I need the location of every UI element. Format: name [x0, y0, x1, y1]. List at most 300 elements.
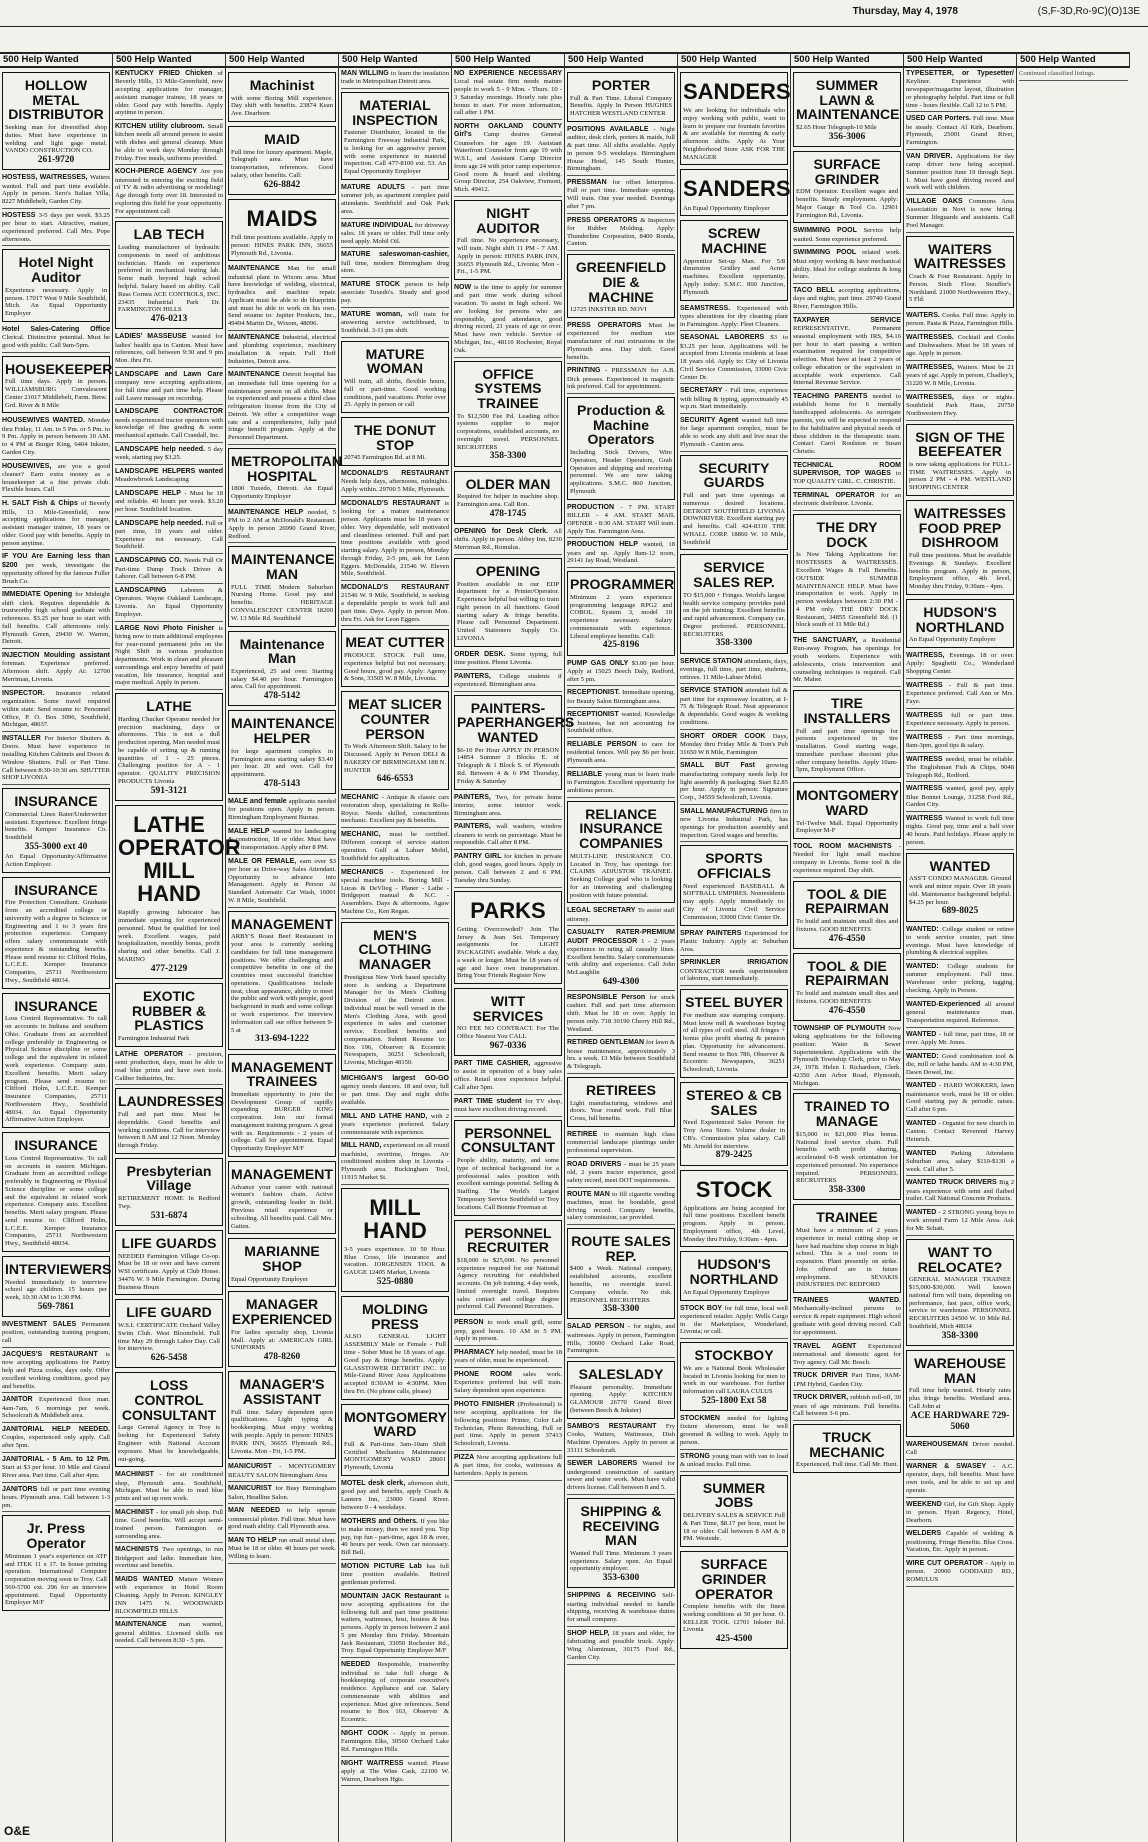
- classified-ad: [567, 1131, 675, 1158]
- ad-title: MATURE saleswoman-cashier,: [341, 251, 449, 259]
- classified-ad: [115, 1546, 223, 1573]
- classified-ad: [341, 311, 449, 338]
- ad-title: TOOL ROOM MACHINISTS: [793, 843, 899, 851]
- ad-headline: SUMMER JOBS: [702, 1479, 766, 1511]
- classified-ad: [341, 1113, 449, 1140]
- ad-body: Cooks. Full time. Apply in person. Pasta & Pizza, Farmington Hills.: [906, 312, 1014, 328]
- display-ad: [228, 1161, 336, 1234]
- classified-ad: [228, 265, 336, 331]
- classified-ad: [680, 762, 788, 804]
- ad-phone: 478-8260: [263, 1352, 301, 1363]
- classified-ad: [341, 1593, 449, 1659]
- ad-phone: 525-1800 Ext 58: [701, 1395, 767, 1406]
- ad-title: LADIES' MASSEUSE: [115, 333, 192, 341]
- ad-title: MALE OR FEMALE,: [228, 857, 300, 865]
- display-ad: [567, 1361, 675, 1419]
- display-ad: [341, 341, 449, 413]
- classified-ad: [680, 1453, 788, 1472]
- ad-body: 3-5 years experience. 10 50 Hour. Blue Cross, life insurance and vacation. JORGENSEN TOOL & GAUGE 12405 Market, Livonia: [344, 1245, 446, 1277]
- ad-title: WANTED: [906, 1119, 939, 1127]
- ad-body: Clerical. Distinctive potential. Must be good with public. Call 9am-5pm.: [2, 334, 110, 349]
- ad-body: - part time summer job, as apartment complex paid attendants. Southfield and Oak Park area.: [341, 183, 450, 215]
- ad-headline: INTERVIEWERS: [5, 1261, 112, 1278]
- ad-body: An Equal Opportunity Employer: [683, 1288, 770, 1296]
- classified-ad: [906, 364, 1014, 391]
- ad-body: Local real estate firm needs mature people to work 5 - 9 Mon. - Thurs. 10 - 3 Saturday mornings. Hourly rate plus bonus to start. For more information, call after 1 PM.: [454, 78, 562, 117]
- ad-body: for offset letterpress. Full or part time. Immediate opening. Will train. One year needed. Evenings after 7 pm.: [567, 179, 676, 210]
- display-ad: [680, 220, 788, 300]
- ad-phone: ACE HARDWARE 729-5060: [910, 1410, 1010, 1432]
- ad-title: VAN DRIVER.: [906, 152, 957, 160]
- ad-headline: TIRE INSTALLERS: [803, 695, 891, 726]
- ad-body: needed to establish home for 6 mentally handicapped adolescents. As surrogate parents, you will be expected to respond to the habilitative and physical needs of these children in the therapeutic team. Contact Carol Roulston or Susan Christie.: [793, 393, 902, 456]
- classified-ad: [228, 798, 336, 825]
- ad-headline: MARIANNE SHOP: [244, 1243, 320, 1274]
- classified-ad: [793, 227, 901, 246]
- ad-phone: 646-6553: [376, 774, 414, 785]
- ad-headline: MAIDS: [246, 205, 318, 231]
- ad-headline: STEREO & CB SALES: [686, 1086, 782, 1118]
- ad-title: SEAMSTRESS.: [680, 304, 737, 312]
- ad-body: An Equal Opportunity Employer: [909, 636, 996, 644]
- classified-ad: [341, 500, 449, 581]
- ad-phone: 313-694-1222: [255, 1034, 309, 1045]
- ad-phone: 358-3300: [828, 1185, 866, 1196]
- ad-body: wanted, 18 years and up. Apply 8am-12 noon, 29141 Jay Road, Westland.: [567, 541, 675, 565]
- classified-ad: [906, 1179, 1014, 1206]
- display-ad: [793, 151, 901, 223]
- classified-ad: [793, 843, 901, 878]
- ad-body: Rapidly growing fabricator has immediate opening for experienced personnel. Must be qualified for tool work. Excellent wages, paid hospitalization, monthly bonus, profit sharing and other benefits. Call J. MARINO: [118, 909, 220, 963]
- ad-headline: MILL HAND: [363, 1194, 427, 1243]
- classified-ad: [567, 126, 675, 176]
- ad-title: WAITRESS,: [906, 651, 950, 659]
- classified-ad: [454, 651, 562, 670]
- ad-body: is now accepting applications for Pantry help and Pizza cooks, days only. Offer excellent working conditions, good pay and benefits.: [2, 1350, 110, 1390]
- section-header: 500 Help Wanted: [791, 52, 904, 68]
- ad-title: KITCHEN utility clubroom.: [115, 123, 208, 131]
- ad-body: Immediate opening, for Beauty Salon Birmingham area.: [567, 689, 676, 705]
- classified-ad: [1019, 70, 1128, 81]
- ad-title: RETIREE: [567, 1130, 604, 1138]
- ad-body: GENERAL MANAGER TRAINEE $15,000-$30,000. Well known national firm will train, depending on performance, fast pace, office work, service to warehouse. PERSONNEL RECRUITERS 24500 W. 10 Mile Rd. Southfield, Mich 48034: [909, 1276, 1011, 1330]
- classified-ad: [115, 490, 223, 517]
- classified-ad: [341, 222, 449, 249]
- ad-title: LANDSCAPE help needed.: [115, 519, 206, 527]
- ad-headline: HUDSON'S NORTHLAND: [915, 603, 1005, 635]
- ad-headline: INSURANCE: [14, 793, 98, 810]
- classified-ad: [793, 1297, 901, 1339]
- ad-body: PRODUCE STOCK Full time, experience helpful but not necessary. Good hours, good pay. Apply: Agemy & Sons, 33505 W. 8 Mile, Livonia.: [344, 652, 446, 683]
- ad-body: Industrial, electrical and plumbing experience, machinery installation & repair. Full Hoff Industries, Detroit area.: [228, 333, 336, 365]
- ad-headline: LIFE GUARDS: [121, 1234, 217, 1251]
- ad-headline: Production & Machine Operators: [577, 402, 665, 448]
- ad-title: WAITRESSES.: [906, 334, 958, 342]
- ad-phone: 626-5458: [150, 1353, 188, 1364]
- ad-body: - Experienced for special machine tools. Boring Mill - Lucas & DeVlieg - Planer - Lathe - Bridgeport manual & N.C. - Assemblers. Days & afternoons. Agaw Machine Co., Ken Regan.: [341, 868, 449, 915]
- ad-title: SHORT ORDER COOK: [680, 732, 773, 740]
- ad-headline: SCREW MACHINE: [701, 225, 767, 256]
- classified-ad: [454, 853, 562, 888]
- display-ad: [341, 1296, 449, 1400]
- ad-headline: INSURANCE: [14, 1137, 98, 1154]
- ad-body: Is Now Taking Applications for: HOSTESSES & WAITRESSES. Excellent Wages & Full Benefits. OUTSIDE SUMMER MAINTENANCE HELP. Must have transportation to work. Apply in person weekdays between 2:30 PM - 4 PM only. THE DRY DOCK Restaurant, 34855 Greenfield Rd. (1 block south of 11 Mile Rd.): [796, 551, 898, 629]
- ad-title: PRESSMAN: [567, 179, 613, 187]
- display-ad: [680, 1342, 788, 1411]
- ad-body: for kitchen in private club, good wages, good hours. Apply in person. Call between 2 and 6 PM. Tuesday thru Sunday.: [454, 853, 563, 884]
- ad-title: LANDSCAPE HELPERS wanted: [115, 467, 223, 475]
- ad-body: Must have a minimum of 2 years experience in metal cutting shop or have had machine shop course in high school. This is a tool room in expansion. Plant presently on strike. Jobs offered are in future employment. SEVAKIS INDUSTRIES INC REDFORD: [796, 1227, 898, 1289]
- display-ad: [454, 988, 562, 1056]
- ad-title: TRUCK DRIVER: [793, 1372, 852, 1380]
- ad-title: MOTEL desk clerk,: [341, 1480, 408, 1487]
- ad-title: MANICURIST: [228, 1485, 276, 1493]
- classified-ad: [115, 557, 223, 584]
- ad-title: LARGE Novi Photo Finisher: [115, 624, 219, 632]
- ad-body: Waiters. Must be 21 years of age. Apply in person, Chadley's, 31220 W. 8 Mile, Livonia.: [906, 363, 1014, 387]
- ad-body: To assist staff attorney.: [567, 907, 675, 923]
- ad-title: HOSTESS, WAITRESSES,: [2, 174, 91, 182]
- ad-body: Including Stick Drivers, Wire Operators, Header Operators, Grab Operators and shipping and receiving personnel. We are now taking applications. S.M.C. 860 Junction, Plymouth: [570, 449, 672, 495]
- ad-body: Service help wanted. Some experience preferred.: [793, 227, 901, 243]
- classified-ad: [906, 682, 1014, 709]
- ad-body: for TV shop, must have excellent driving record.: [454, 1097, 562, 1114]
- ad-headline: SALESLADY: [578, 1366, 664, 1383]
- classified-ad: [115, 123, 223, 165]
- ad-phone: 879-2425: [715, 1150, 753, 1161]
- ad-title: WELDERS: [906, 1530, 947, 1538]
- ad-body: TO $15,000 + Fringes. World's largest health service company provides paid on the job training. Excellent benefits and rapid advancement. Company car. Degree preferred. PERSONNEL RECRUITERS: [683, 591, 785, 638]
- ad-headline: LOSS CONTROL CONSULTANT: [121, 1377, 217, 1423]
- classified-columns: [0, 52, 1148, 1842]
- display-ad: [341, 92, 449, 180]
- ad-body: Leading manufacturer of hydraulic components in need of ambitious technician. Hands on experience preferred in mechanical testing lab. Some math beyond high school helpful. Salary based on ability. Call Russ Cornea ACE CONTROLS, INC. 23435 Industrial Park Dr. FARMINGTON HILLS: [118, 244, 220, 314]
- ad-body: all around general maintenance man. Transportation required. Reference.: [906, 1000, 1014, 1024]
- ad-title: MAIDS WANTED: [115, 1576, 179, 1584]
- ad-body: Complete benefits with the finest working conditions at 50 per hour. O. KELLER TOOL 12701 Inkster Rd. Livonia: [683, 1603, 785, 1634]
- ad-title: PAINTERS,: [454, 793, 496, 801]
- ad-body: An Equal Opportunity Employer: [683, 204, 770, 212]
- ad-body: For medium size stamping company. Must know mill & warehouse buying of all types of coil steel. All fringes + bonus plus profit sharing & pension plan. Opportunity for advancement. Send resume to Box 786, Observer & Eccentric Newspapers, 36251 Schoolcraft, Livonia.: [683, 1011, 785, 1074]
- ad-body: Commercial Lines Rater/Underwriter assistant. Experience. Excellent fringe benefits. Kemper Insurance Co. Southfield: [5, 810, 107, 842]
- ad-headline: SERVICE SALES REP.: [693, 559, 775, 591]
- classified-ad: [793, 492, 901, 511]
- ad-body: for lawn & house maintenance, approximately 3 hrs. a week. 13 Mile between Southfield & Telegraph.: [567, 1039, 675, 1071]
- ad-body: MULTI-LINE INSURANCE CO. Located in Troy, has openings for: CLAIMS ADJUSTOR TRAINEE. Seeking College grad who is looking for an interesting and challenging position with future potential.: [570, 852, 672, 899]
- ad-title: WAITERS.: [906, 312, 943, 320]
- ad-body: attendant full & part time for expressway location, at I-75 & Telegraph Road. Neat appearance & dependable. Good wages & working conditions.: [680, 687, 788, 726]
- classified-ad: [906, 1530, 1014, 1557]
- ad-title: MAINTENANCE: [228, 371, 283, 379]
- classified-ad: [454, 1060, 562, 1095]
- ad-body: (Professional) is now accepting applications for the following positions: Printer, Color Lab Technician, Photo Retouching, Full or part time. Apply in person 37413 Schoolcraft, Livonia.: [454, 1400, 562, 1448]
- classified-ad: [567, 541, 675, 568]
- ad-title: PHOTO FINISHER: [454, 1400, 518, 1408]
- classified-ad: [115, 70, 223, 120]
- ad-phone: 531-6874: [150, 1210, 188, 1221]
- ad-body: Wanted to work full time nights. Good pay, time and a half over 40 hours. Paid holidays. Please apply in person.: [906, 815, 1014, 846]
- ad-body: Two openings, to run Bridgeport and lathe. Immediate hire, overtime and benefits.: [115, 1546, 223, 1570]
- ad-body: is now taking applications for FULL-TIME WAITRESSES. Apply in person 2 PM - 4 PM. WESTLAND SHOPPING CENTER: [909, 460, 1011, 492]
- ad-body: Minimum 2 years experience programming language RPG2 and COBOL. System 3, model 10 experience necessary. Salary commensurate with experience. Liberal employee benefits. Call:: [570, 593, 672, 640]
- ad-title: WAITRESS: [906, 711, 952, 719]
- ad-title: MAINTENANCE HELP: [228, 508, 308, 516]
- ad-body: Full time positions available. Apply in person: HINES PARK INN, 36655 Plymouth Rd., Livonia.: [231, 234, 333, 257]
- display-ad: [567, 1498, 675, 1589]
- ad-title: STOCKMEN: [680, 1415, 728, 1423]
- ad-body: Immediate opportunity to join the Development Group of rapidly expanding BURGER KING corporation. Join our formal management training program. A great with us. Requirements - 2 years of college. Call for appointment. Equal Opportunity Employer M/F: [231, 1090, 333, 1153]
- ad-body: Start at $3 per hour. 10 Mile and Grand River area. Part time. Call after 4pm.: [2, 1464, 110, 1479]
- classified-ad: [454, 123, 562, 197]
- ad-body: Full time for luxury apartment. Maple, Telegraph area. Must have transportation, references. Good salary, other benefits. Call:: [231, 148, 333, 179]
- ad-body: 5 day week, starting pay $3.25.: [115, 445, 224, 462]
- ad-title: OPENING for Desk Clerk.: [454, 528, 554, 536]
- ad-body: Cocktail and Cooks and Dishwashers. Must be 18 years of age. Apply in person.: [906, 334, 1014, 358]
- ad-title: MOTHERS and Others.: [341, 1517, 421, 1525]
- ad-title: LANDSCAPING: [115, 587, 181, 595]
- classified-ad: [793, 1343, 901, 1370]
- classified-ad: [680, 334, 788, 384]
- classified-ad: [906, 756, 1014, 783]
- classified-ad: [454, 794, 562, 821]
- ad-title: INSTALLER: [2, 735, 45, 743]
- ad-body: Loss Control Representative. To call on accounts in eastern Michigan. Graduate from an accredited college preferably in Engineering or Physical Science discipline or some college and the equivalent in related work experience. Company auto. Excellent benefits. Merit salary program. Please send resume to: Clifford Holm, L.C.E.E. Kemper Insurance Companies, 25711 Northwestern Hwy., Southfield 48034.: [5, 1154, 107, 1248]
- ad-body: 1 - 2 years experience in rating all casualty lines. Excellent benefits. Salary commensurate with ability and experience. Call John McLaughlin: [567, 937, 675, 977]
- ad-body: Full & Part-time 3am-10am Shift Certified Mechanics Maintenance MONTGOMERY WARD 28601 Plymouth, Livonia: [344, 1440, 446, 1472]
- ad-title: STRONG: [680, 1452, 713, 1460]
- ad-body: $3 to $3.25 per hour. Applications will be accepted from Livonia residents at least 18 years old. Apply to: City of Livonia Civil Service Commission, 33000 Civic Center Dr.: [680, 334, 789, 381]
- ad-title: NIGHT WAITRESS: [341, 1759, 408, 1767]
- ad-phone: 477-2129: [150, 963, 188, 974]
- classified-ad: [2, 1456, 110, 1483]
- ad-body: man wanted, general abilities. Licensed skills not needed. Call between 8:30 - 5 pm.: [115, 1621, 223, 1645]
- ad-body: & Inspectors for Rubber Molding. Apply: Thunderline Corporation, 8400 Ronda, Canton.: [567, 216, 675, 248]
- ad-phone: 591-3121: [150, 785, 188, 796]
- ad-headline: EXOTIC RUBBER & PLASTICS: [132, 987, 206, 1034]
- ad-body: of Beverly Hills, 13 Mile-Greenfield, now accepting applications for manager, assistant manager trainee, 18 years or older. Good pay with benefits. Apply in person anytime.: [2, 500, 111, 547]
- ad-title: WEEKEND: [906, 1500, 945, 1508]
- classified-ad: [906, 312, 1014, 331]
- ad-title: RELIABLE PERSON: [567, 741, 642, 749]
- ad-body: NEEDED Farmington Village Co-op. Must be 18 or over and have current WSI certificate. Apply at Club House. 34476 W. 9 Mile Farmington. During Business Hours: [118, 1252, 220, 1291]
- ad-headline: TRAINEE: [816, 1209, 878, 1226]
- ad-body: College students if experienced. Birmingham area.: [454, 672, 562, 688]
- ad-headline: MANAGER EXPERIENCED: [231, 1296, 333, 1328]
- ad-title: MILL AND LATHE HAND,: [341, 1112, 431, 1120]
- ad-headline: SURFACE GRINDER: [813, 156, 881, 187]
- classified-column: [1017, 52, 1130, 1842]
- ad-title: MECHANIC,: [341, 831, 390, 839]
- ad-headline: LAB TECH: [133, 226, 205, 243]
- ad-body: Are you interested in entering the exciting field of TV & radio advertising or modeling? Age through forty over 18. Interested in exploring this field for your opportunity. For appointment call: [115, 168, 223, 215]
- ad-title: USED CAR Porters.: [906, 115, 974, 123]
- ad-body: Needed immediately to interview school age children. 15 hours per week, 10:30 AM to 1:30 PM.: [5, 1278, 107, 1302]
- classified-ad: [680, 658, 788, 685]
- classified-ad: [2, 1351, 110, 1393]
- display-ad: [906, 1239, 1014, 1346]
- ad-body: Light manufacturing, windows and doors. Year round work. Full Blue Cross, full benefits.: [570, 1099, 672, 1123]
- classified-ad: [567, 1161, 675, 1188]
- ad-body: wanted for ladies' health spa in Canton. Must have references, call between 9:30 and 9 pm Mon. thru Fri.: [115, 333, 223, 365]
- ad-body: Evenings. 18 or over. Apply: Spaghetti Co., Wonderland Shopping Center.: [906, 651, 1014, 675]
- issue-date: Thursday, May 4, 1978: [852, 6, 958, 17]
- ad-headline: MATERIAL INSPECTION: [352, 97, 438, 128]
- classified-ad: [341, 70, 449, 89]
- classified-ad: [341, 1480, 449, 1515]
- ad-body: for Midnight shift clerk. Requires dependable & trustworthy high school graduate with references. $3.25 per hour to start with full benefits. Call afternoons only. Plymouth Green, 29430 W. Warren, Detroit.: [2, 591, 110, 646]
- ad-title: WANTED:: [906, 1052, 942, 1060]
- display-ad: [2, 356, 113, 414]
- ad-headline: INSURANCE: [14, 997, 98, 1014]
- ad-body: Fry Cooks, Waiters, Waitresses, Dish Machine Operators. Apply in person at 33111 Schoolcraft.: [567, 1422, 675, 1454]
- display-ad: [115, 1372, 223, 1467]
- display-ad: [454, 1220, 562, 1316]
- ad-title: ROUTE MAN: [567, 1190, 613, 1198]
- classified-ad: [454, 1349, 562, 1368]
- classified-ad: [454, 1319, 562, 1346]
- ad-title: MCDONALD'S RESTAURANT: [341, 584, 449, 592]
- ad-title: MCDONALD'S RESTAURANT: [341, 500, 445, 508]
- display-ad: [228, 1371, 336, 1459]
- classified-ad: [680, 305, 788, 332]
- ad-headline: SPORTS OFFICIALS: [697, 850, 771, 882]
- ad-title: WAITRESSES,: [906, 363, 958, 371]
- ad-headline: OFFICE SYSTEMS TRAINEE: [474, 365, 542, 411]
- ad-headline: MANAGEMENT: [231, 915, 333, 932]
- ad-headline: Machinist: [249, 77, 315, 93]
- classified-ad: [2, 500, 110, 550]
- ad-phone: 476-4550: [828, 933, 866, 944]
- ad-headline: ROUTE SALES REP.: [571, 1233, 671, 1264]
- ad-title: PANTRY GIRL: [454, 853, 505, 861]
- display-ad: [115, 1088, 223, 1154]
- ad-body: Fastener Distributor, located in the Farmington Freeway Industrial Park, is looking for an aggressive person with some experience in material inspection. Call 477-8100 ext. 53. An Equal Opportunity Employer: [344, 129, 446, 176]
- ad-title: MOUNTAIN JACK Restaurant: [341, 1592, 445, 1600]
- ad-title: SWIMMING POOL: [793, 227, 864, 235]
- classified-ad: [567, 504, 675, 539]
- classified-ad: [906, 1082, 1014, 1117]
- classified-ad: [2, 212, 110, 247]
- ad-body: Now taking applications for the following position: Water & Sewer Superintendent. Applications with the Plymouth Township Clerk, prior to May 24, 1978. Helen I. Richardson, Clerk. 42350 Ann Arbor Road, Plymouth, Michigan.: [793, 1024, 901, 1087]
- ad-footnote: An Equal Opportunity/Affirmative Action Employer.: [5, 853, 107, 868]
- ad-body: per week, investigate the opportunity offered by the famous Fuller Brush Co.: [2, 561, 110, 585]
- ad-headline: WAREHOUSE MAN: [914, 1354, 1006, 1386]
- ad-body: with 2 years experience preferred. Salary commensurate with experience.: [341, 1112, 449, 1136]
- ad-body: must be certified. Different concept of service station operation. Gulf at Lahser Mobil, Southfield for application.: [341, 831, 449, 862]
- display-ad: [228, 1054, 336, 1158]
- ad-title: LANDSCAPE and Lawn Care: [115, 370, 223, 378]
- display-ad: [793, 1424, 901, 1473]
- display-ad: [341, 417, 449, 466]
- ad-body: Equal Opportunity Employer: [231, 1275, 308, 1283]
- ad-body: Keyliner. Experience with newspaper/magazine layout, illustration or photography helpful. Part time or full time - hours flexible. Call 12 to 5 PM.: [906, 78, 1014, 109]
- ad-body: Big 2 years experience with semi and flatbed trailer. Call National Concrete Products.: [906, 1179, 1014, 1203]
- ad-title: TOWNSHIP OF PLYMOUTH: [793, 1024, 889, 1032]
- ad-body: Mechanically-inclined persons to service & repair equipment. High school graduate with good driving record. Call for appointment.: [793, 1305, 901, 1336]
- ad-body: $6-10 Per Hour APPLY IN PERSON 14854 Sumner 3 Blocks E. of Telegraph & 1 Block S. of Plymouth Rd. Between 4 & 6 PM Thursday, Friday & Saturday: [457, 746, 559, 785]
- ad-body: - Must be 18 and reliable. 40 hours per week. $3.20 per hour. Southfield location.: [115, 489, 223, 513]
- ad-title: MAINTENANCE: [228, 265, 288, 273]
- classified-column: [339, 52, 452, 1842]
- ad-phone: 478-5142: [263, 691, 301, 702]
- display-ad: [454, 891, 562, 984]
- ad-body: Now accepting applications full & part time, for cooks, waitresses & bartenders. Apply in person.: [454, 1453, 563, 1477]
- classified-ad: [341, 184, 449, 219]
- ad-body: Advance your career with national women's fashion chain. Active growth, outstanding leader in field. Previous retail experience or schooling. All benefits paid. Call Mrs. Gatien.: [231, 1183, 333, 1230]
- ad-title: MALE and female: [228, 798, 289, 806]
- ad-title: LEGAL SECRETARY: [567, 907, 638, 915]
- ad-body: People ability, maturity, and some type of technical background for a professional sales position with excellent earnings potential. Selling & Staffing. The World's Largest Temporary Service Southfield or Troy locations. Call Bonnie Freeman at: [457, 1157, 559, 1211]
- ad-title: KENTUCKY FRIED Chicken: [115, 70, 218, 77]
- ad-title: TEACHING PARENTS: [793, 393, 873, 401]
- section-header: 500 Help Wanted: [226, 52, 339, 68]
- classified-ad: [906, 815, 1014, 850]
- display-ad: [115, 1299, 223, 1368]
- ad-headline: PORTER: [591, 77, 651, 93]
- ad-title: PIZZA: [454, 1453, 477, 1461]
- ad-title: MATURE ADULTS: [341, 183, 412, 191]
- ad-body: - 7 PM. START BILLER - 4 AM. START MAIL OPENER - 8:30 AM. START Will train. Apply Tue. Farmington Area.: [567, 503, 675, 535]
- ad-body: for full time, local well experienced retailer. Apply: Wells Cargo in the Marketplace, Wonderland, Livonia; or call.: [680, 1304, 788, 1336]
- ad-phone: 358-3300: [715, 638, 753, 649]
- classified-ad: [906, 1150, 1014, 1177]
- ad-phone: 478-5143: [263, 778, 301, 789]
- display-ad: [228, 72, 336, 122]
- classified-ad: [906, 115, 1014, 150]
- ad-body: To build and maintain small dies and fixtures. GOOD BENEFITS: [796, 990, 898, 1005]
- ad-title: PRESS OPERATORS: [567, 216, 641, 224]
- ad-body: - Full time, experience with billing & typing, approximately 45 w.p.m. Start immediately.: [680, 387, 788, 411]
- ad-title: TRUCK DRIVER,: [793, 1394, 851, 1402]
- ad-title: MAN TO HELP: [228, 1537, 279, 1545]
- ad-title: LANDSCAPE HELP: [115, 489, 185, 497]
- ad-body: Full time. Salary dependent upon qualifications. Light typing & bookkeeping. Must enjoy working with people. Apply in person: HINES PARK INN, 36655 Plymouth Rd., Livonia. Mon - Fri, 1-5 PM.: [231, 1408, 333, 1455]
- classified-ad: [341, 584, 449, 626]
- ad-title: Hotel Sales-Catering Office: [2, 325, 110, 333]
- ad-body: Fire Protection Consultant. Graduate from an accredited college or university with a degree in Science or Engineering and 1 to 3 years fire protection experience. Company offers salary commensurate with experience & outstanding benefits. Please send resume to: Clifford Holm, L.C.E.E. Kemper Insurance Companies, 25711 Northwestern Hwy., Southfield 48034.: [5, 899, 107, 984]
- display-ad: [793, 690, 901, 778]
- ad-title: INJECTION Moulding assistant: [2, 652, 110, 660]
- ad-body: Full time help wanted. Hourly rates plus fringe benefits. Westland area. Call John at: [909, 1387, 1011, 1410]
- ad-body: To $12,500 Fee Pd. Leading office systems supplier to major corporations, established accounts, no overnight travel. PERSONNEL RECRUITERS: [457, 412, 559, 451]
- ad-body: Two, for private home interior, some interior work. Birmingham area.: [454, 793, 562, 817]
- ad-body: Monday thru Friday, 11 Am. to 5 Pm. or 5 Pm. to 9 Pm. Apply in person between 10 AM. to 4 PM at Burger King, 6404 Inkster, Garden City.: [2, 417, 110, 456]
- classified-ad: [454, 284, 562, 357]
- ad-body: Large General Agency in Troy is looking for Experienced Safety Engineer with National Account exposure. Must be knowledgeable, out-going.: [118, 1424, 220, 1463]
- ad-title: VILLAGE OAKS: [906, 198, 969, 206]
- ad-body: College students for summer employment. Full time. Warehouse order picking, tagging, checking. Apply in Person.: [906, 963, 1015, 994]
- ad-body: Man for small industrial plant in Wixom area. Must have knowledge of welding, electrical, hydraulics and machine repair. Applicant must be able to do blueprints and must be able to work on his own. Send resume to: Jupiter Products, Inc., 49494 Martin Dr., Wixom, 48096.: [228, 265, 336, 328]
- ad-title: MATURE STOCK: [341, 281, 406, 289]
- ad-body: - full time, part time, 18 or over. Apply Mr. Jones.: [906, 1030, 1014, 1046]
- ad-body: Full time days. Apply in person. WILLIAMSBURG Convalescent Center 21017 Middlebelt, Farm. Betw. Grd. River & 8 Mile: [5, 378, 107, 409]
- ad-body: Girl, for Gift Shop. Apply in person. Hyatt Regency, Hotel, Dearborn.: [906, 1500, 1014, 1524]
- ad-headline: STOCKBOY: [694, 1347, 774, 1364]
- classified-ad: [341, 1730, 449, 1757]
- display-ad: [228, 126, 336, 195]
- ad-headline: PAINTERS-PAPERHANGERS WANTED: [457, 699, 575, 746]
- ad-title: MECHANICS: [341, 868, 392, 876]
- ad-body: - 2 STRONG young boys to work around Farm 12 Mile Area. Ask for Mr. Schatt.: [906, 1209, 1014, 1233]
- ad-body: growing manufacturing company needs help for light assembly & packaging. Start $2.85 per hour. Apply in person: Signature Corp., 34559 Schoolcraft, Livonia.: [680, 762, 788, 802]
- display-ad: [680, 989, 788, 1078]
- ad-body: Full and part time. Must be dependable. Good benefits and working conditions. Call for interview between 8 AM and 12 Noon. Monday through Friday.: [118, 1110, 220, 1150]
- classified-ad: [228, 828, 336, 855]
- ad-body: - must be 25 years old, 2 years tractor experience, good safety record, meet DOT requirements.: [567, 1160, 675, 1184]
- ad-body: Camp desires General Counselors for ages 19. Assistant Waterfront Counselor from age 19 with W.S.I., and Assistant Camp Director from age 24 with prior camp experience. Good room & board and clothing. Group Director, 254 Oakview, Fremont, Mich. 49412.: [454, 131, 562, 194]
- display-ad: [567, 254, 675, 318]
- ad-title: HOUSEWIVES WANTED.: [2, 417, 89, 425]
